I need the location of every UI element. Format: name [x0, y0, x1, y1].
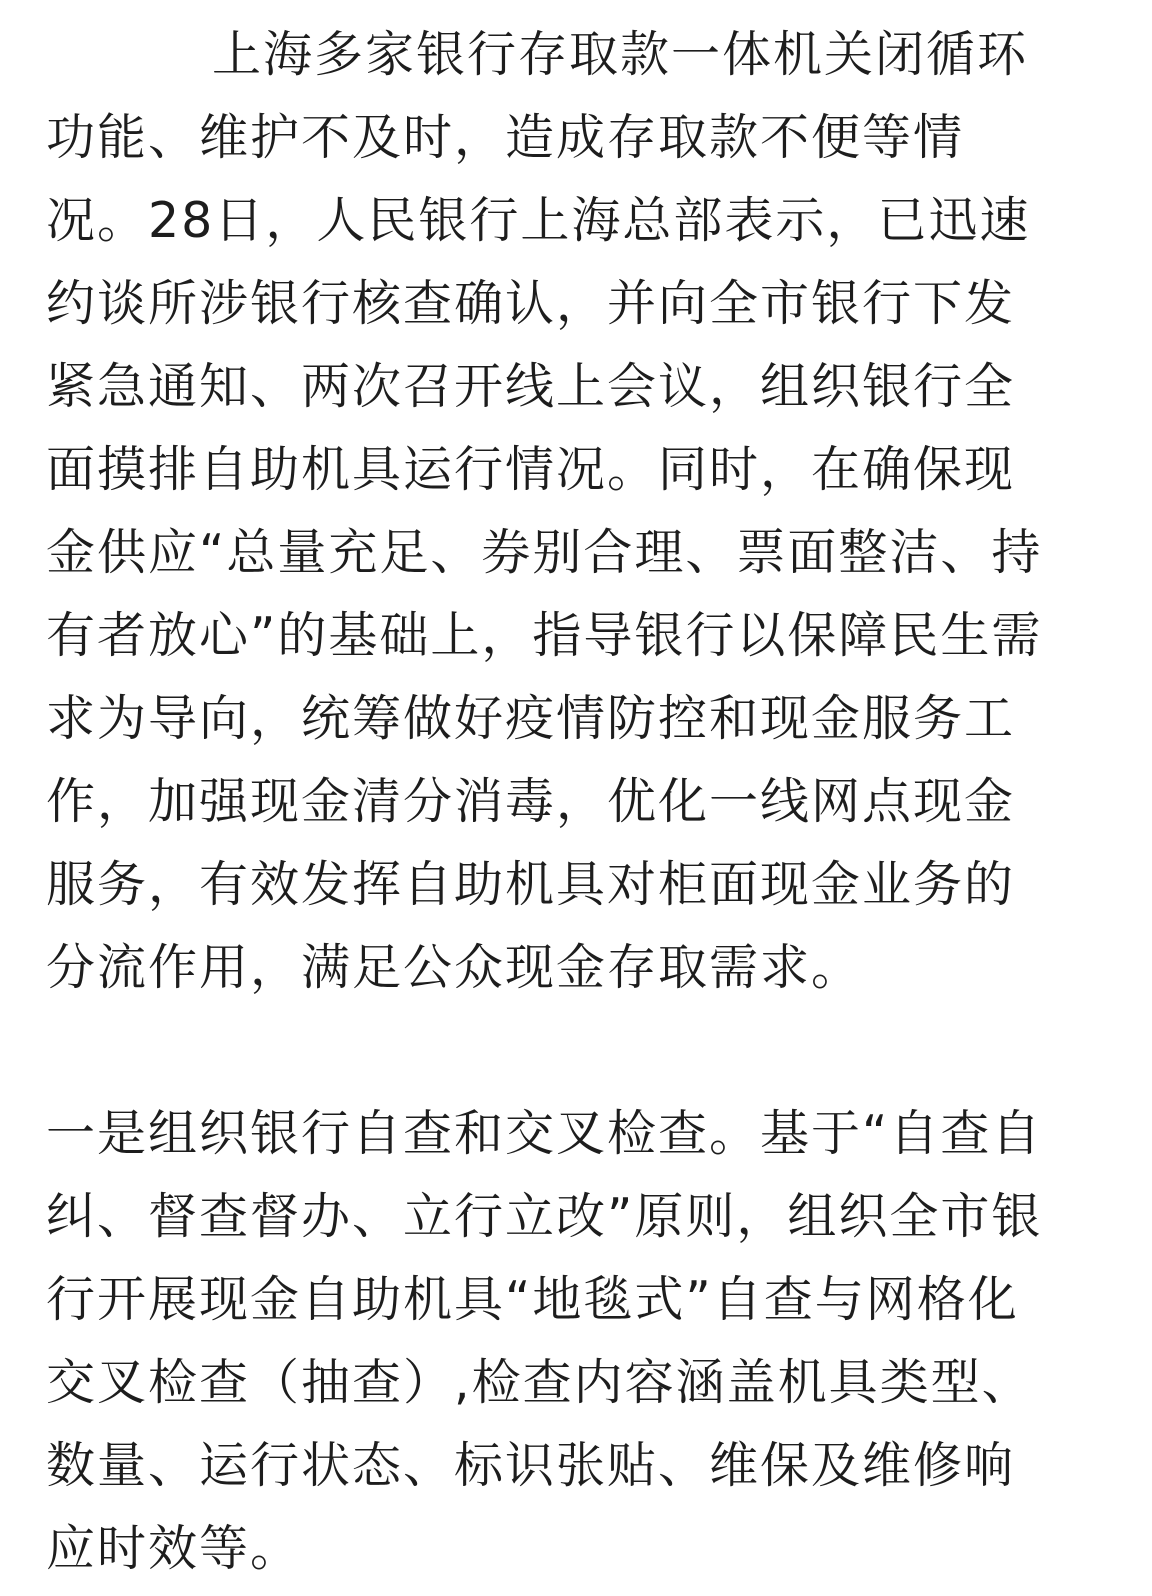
text-line: 上海多家银行存取款一体机关闭循环 [212, 26, 1029, 83]
text-line: 行开展现金自助机具“地毯式”自查与网格化 [46, 1271, 1019, 1328]
text-line: 况。28日，人民银行上海总部表示，已迅速 [46, 192, 1031, 249]
text-line: 紧急通知、两次召开线上会议，组织银行全 [46, 358, 1016, 415]
text-line: 约谈所涉银行核查确认，并向全市银行下发 [46, 275, 1016, 332]
text-line: 服务，有效发挥自助机具对柜面现金业务的 [46, 856, 1016, 913]
paragraph-1 [46, 13, 1092, 1009]
text-line: 面摸排自助机具运行情况。同时，在确保现 [46, 441, 1016, 498]
text-line: 作，加强现金清分消毒，优化一线网点现金 [46, 773, 1016, 830]
text-line: 有者放心”的基础上，指导银行以保障民生需 [46, 607, 1043, 664]
text-line: 应时效等。 [46, 1520, 302, 1577]
text-line: 数量、运行状态、标识张贴、维保及维修响 [46, 1437, 1016, 1494]
top-spacer [46, 0, 1092, 13]
text-line: 交叉检查（抽查）,检查内容涵盖机具类型、 [46, 1354, 1033, 1411]
article-body [46, 0, 1092, 1590]
text-line: 分流作用，满足公众现金存取需求。 [46, 939, 863, 996]
text-line: 金供应“总量充足、券别合理、票面整洁、持 [46, 524, 1043, 581]
text-line: 纠、督查督办、立行立改”原则，组织全市银 [46, 1188, 1043, 1245]
paragraph-gap [46, 1009, 1092, 1092]
text-line: 一是组织银行自查和交叉检查。基于“自查自 [46, 1105, 1043, 1162]
paragraph-2 [46, 1092, 1092, 1590]
text-line: 功能、维护不及时，造成存取款不便等情 [46, 109, 965, 166]
text-line: 求为导向，统筹做好疫情防控和现金服务工 [46, 690, 1016, 747]
